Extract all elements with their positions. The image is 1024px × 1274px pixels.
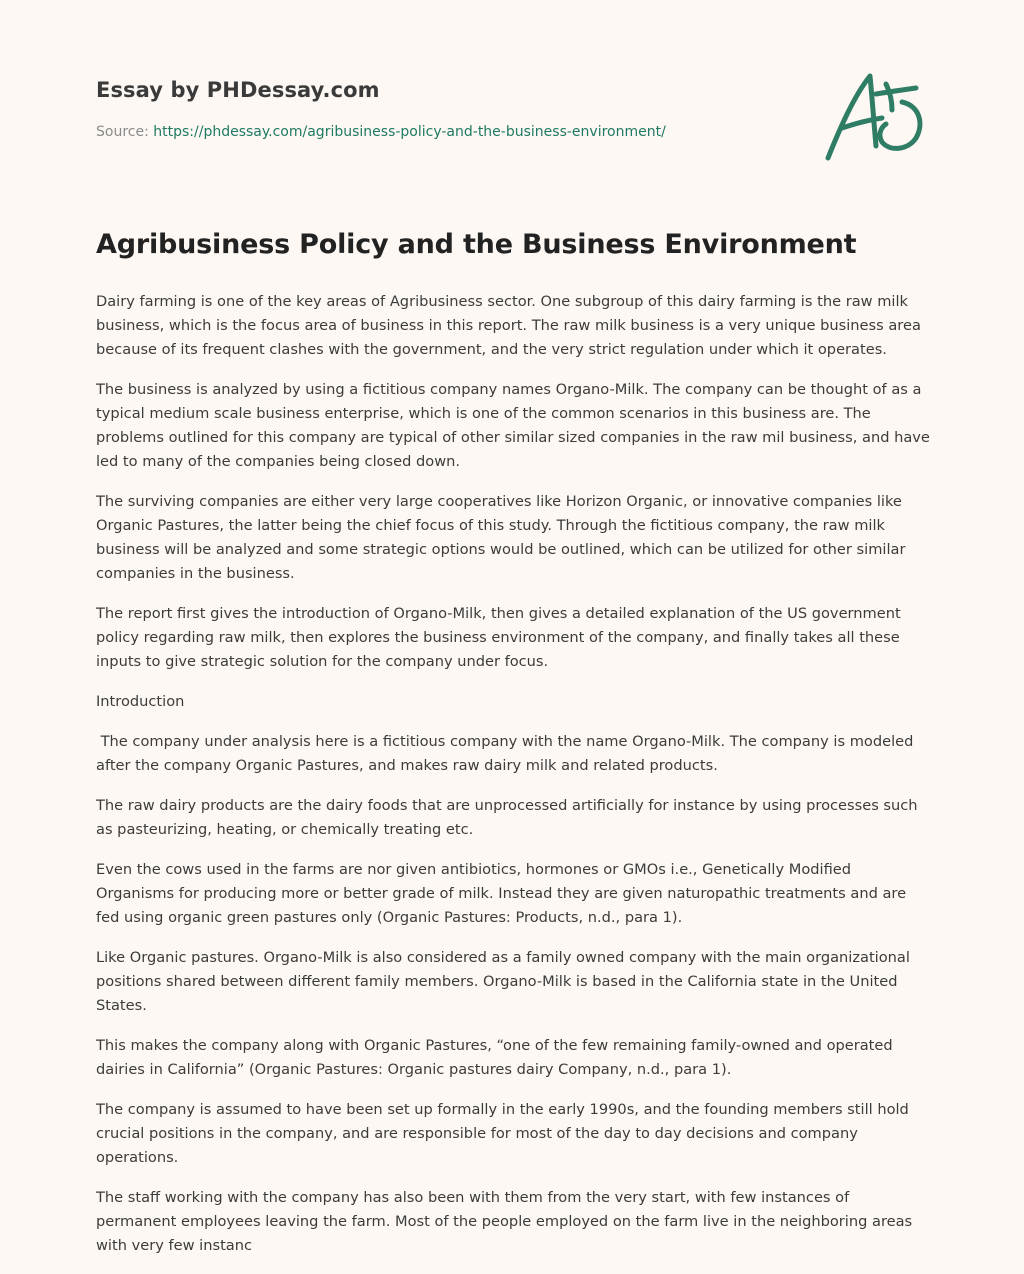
page-header [96,76,796,142]
article-paragraph: Even the cows used in the farms are nor given antibiotics, hormones or GMOs i.e., Genetically Modified Organisms for producing more or better grade of milk. Instead they are given naturopathic treatments and are fed using organic green pastures only (Organic Pastures: Products, n.d., para 1). [96,861,907,926]
source-link[interactable]: https://phdessay.com/agribusiness-policy-and-the-business-environment/ [153,124,666,140]
site-title: Essay by PHDessay.com [96,78,380,102]
article [96,226,932,1274]
article-paragraph: The company is assumed to have been set up formally in the early 1990s, and the founding members still hold crucial positions in the company, and are responsible for most of the day to day decisions and company operations. [96,1101,909,1166]
article-paragraph: Dairy farming is one of the key areas of Agribusiness sector. One subgroup of this dairy farming is the raw milk business, which is the focus area of business in this report. The raw milk business is a very unique business area because of its frequent clashes with the government, and the very strict regulation under which it operates. [96,293,921,358]
a-plus-logo [820,66,930,166]
source-label: Source: [96,124,154,140]
article-paragraph: The company under analysis here is a fictitious company with the name Organo-Milk. The company is modeled after the company Organic Pastures, and makes raw dairy milk and related products. [96,733,919,774]
article-paragraph: The raw dairy products are the dairy foods that are unprocessed artificially for instance by using processes such as pasteurizing, heating, or chemically treating etc. [96,797,918,838]
section-heading-introduction: Introduction [96,693,185,710]
article-paragraph: This makes the company along with Organic Pastures, “one of the few remaining family-owned and operated dairies in California” (Organic Pastures: Organic pastures dairy Company, n.d., para 1). [96,1037,893,1078]
article-paragraph: The staff working with the company has also been with them from the very start, with few instances of permanent employees leaving the farm. Most of the people employed on the farm live in the neighboring areas with very few instanc [96,1189,913,1254]
article-paragraph: Like Organic pastures. Organo-Milk is also considered as a family owned company with the main organizational positions shared between different family members. Organo-Milk is based in the California state in the United States. [96,949,910,1014]
article-paragraph: The surviving companies are either very large cooperatives like Horizon Organic, or innovative companies like Organic Pastures, the latter being the chief focus of this study. Through the fictitious company, the raw milk business will be analyzed and some strategic options would be outlined, which can be utilized for other similar companies in the business. [96,493,906,582]
article-title: Agribusiness Policy and the Business Environment [96,229,857,260]
source-line [96,122,796,142]
article-paragraph: The report first gives the introduction of Organo-Milk, then gives a detailed explanation of the US government policy regarding raw milk, then explores the business environment of the company, and finally takes all these inputs to give strategic solution for the company under focus. [96,605,901,670]
article-paragraph: The business is analyzed by using a fictitious company names Organo-Milk. The company can be thought of as a typical medium scale business enterprise, which is one of the common scenarios in this business are. The problems outlined for this company are typical of other similar sized companies in the raw mil business, and have led to many of the companies being closed down. [96,381,930,470]
